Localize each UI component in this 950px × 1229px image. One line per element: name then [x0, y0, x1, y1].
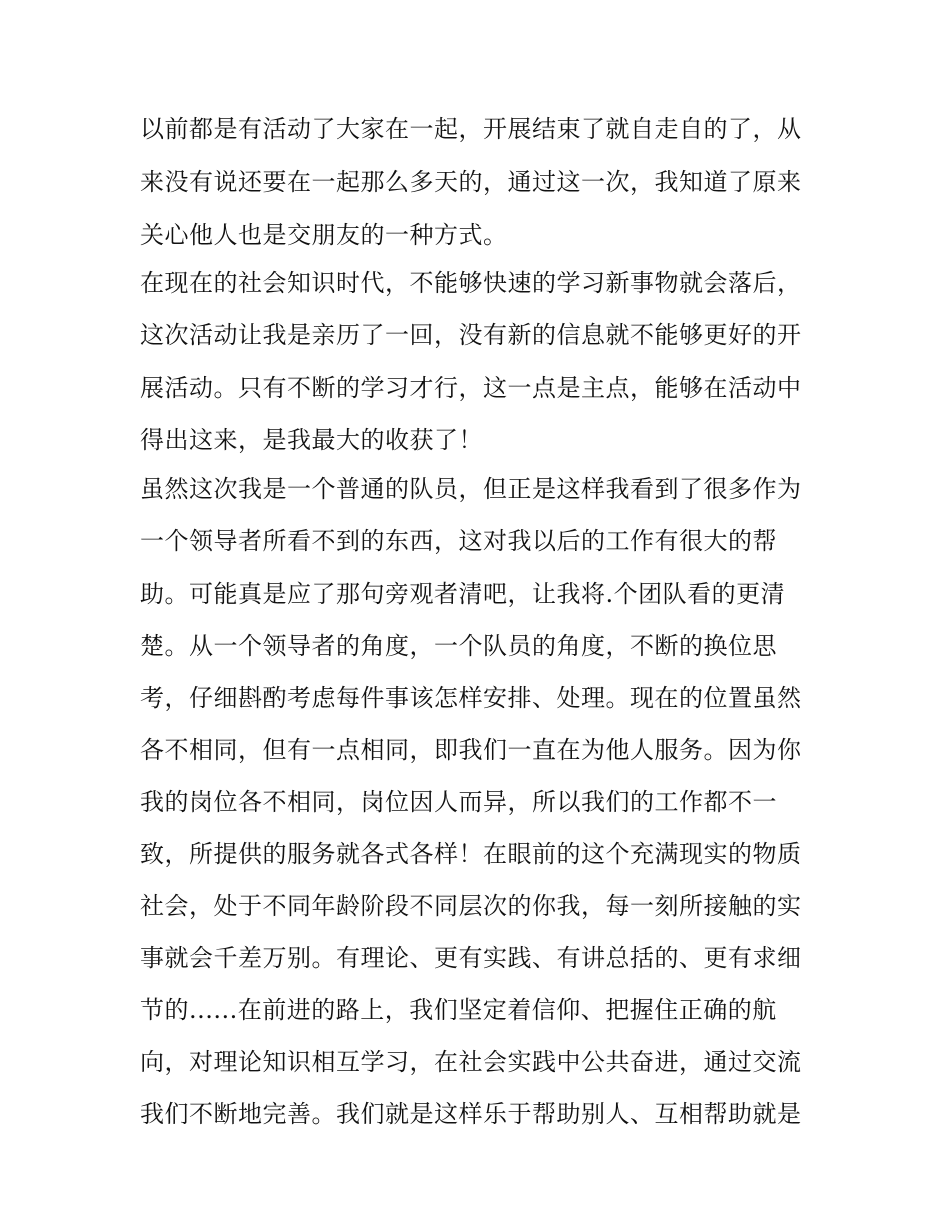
text-line: 这次活动让我是亲历了一回，没有新的信息就不能够更好的开	[140, 321, 802, 349]
text-line: 各不相同，但有一点相同，即我们一直在为他人服务。因为你	[140, 736, 802, 764]
text-line: 以前都是有活动了大家在一起，开展结束了就自走自的了，从	[140, 115, 802, 143]
text-line: 展活动。只有不断的学习才行，这一点是主点，能够在活动中	[140, 374, 802, 402]
text-line: 社会，处于不同年龄阶段不同层次的你我，每一刻所接触的实	[140, 892, 802, 920]
text-line: 考，仔细斟酌考虑每件事该怎样安排、处理。现在的位置虽然	[140, 684, 802, 712]
text-line: 楚。从一个领导者的角度，一个队员的角度，不断的换位思	[140, 632, 777, 660]
text-line: 助。可能真是应了那句旁观者清吧，让我将.个团队看的更清	[140, 580, 786, 608]
text-line: 向，对理论知识相互学习，在社会实践中公共奋进，通过交流	[140, 1048, 802, 1076]
text-line: 我们不断地完善。我们就是这样乐于帮助别人、互相帮助就是	[140, 1100, 802, 1128]
text-line: 来没有说还要在一起那么多天的，通过这一次，我知道了原来	[140, 168, 802, 196]
text-line: 事就会千差万别。有理论、更有实践、有讲总括的、更有求细	[140, 944, 802, 972]
text-line: 我的岗位各不相同，岗位因人而异，所以我们的工作都不一	[140, 788, 777, 816]
text-line: 虽然这次我是一个普通的队员，但正是这样我看到了很多作为	[140, 475, 802, 503]
text-line: 致，所提供的服务就各式各样！在眼前的这个充满现实的物质	[140, 840, 802, 868]
text-line: 节的......在前进的路上，我们坚定着信仰、把握住正确的航	[140, 996, 777, 1024]
text-line: 得出这来，是我最大的收获了！	[140, 426, 483, 454]
text-line: 一个领导者所看不到的东西，这对我以后的工作有很大的帮	[140, 527, 777, 555]
text-line: 关心他人也是交朋友的一种方式。	[140, 221, 508, 249]
text-line: 在现在的社会知识时代，不能够快速的学习新事物就会落后，	[140, 269, 802, 297]
